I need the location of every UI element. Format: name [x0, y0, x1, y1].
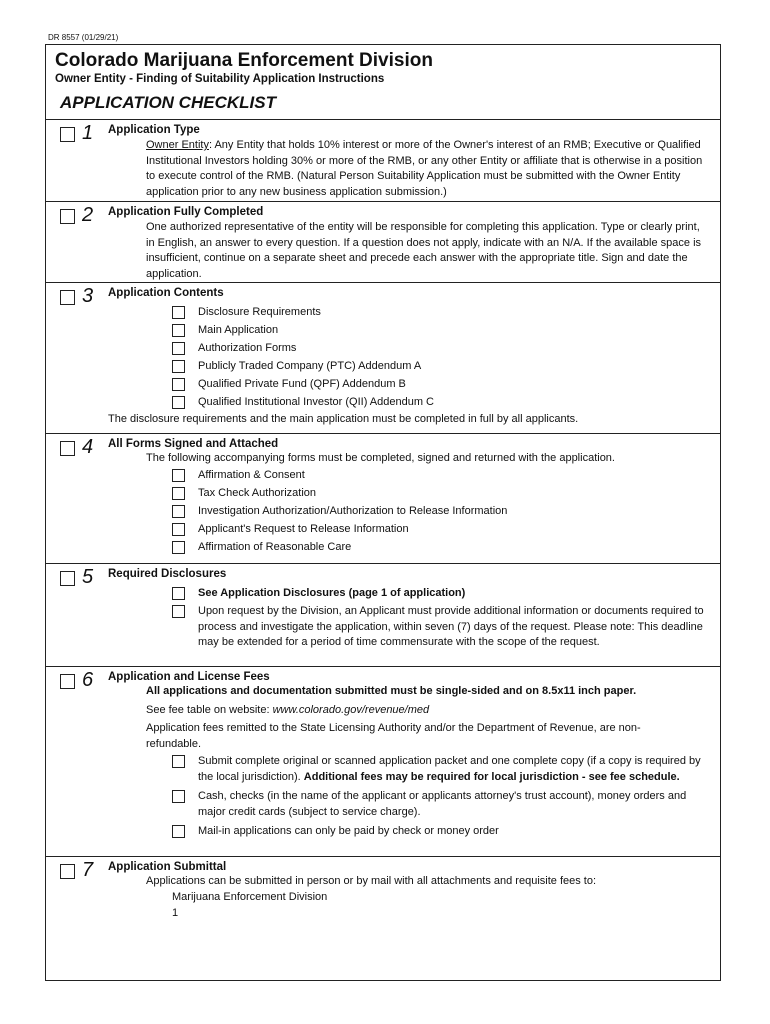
section-6-number: 6	[82, 669, 94, 691]
section-4-items	[172, 468, 716, 558]
list-item: See Application Disclosures (page 1 of application)	[172, 586, 716, 602]
section-6-title: Application and License Fees	[108, 671, 270, 683]
section-4	[46, 434, 720, 564]
list-item: Publicly Traded Company (PTC) Addendum A	[172, 359, 716, 375]
section-7-number: 7	[82, 859, 94, 881]
list-item: Cash, checks (in the name of the applicant or applicants attorney's trust account), money orders and major credit cards (subject to service charge).	[172, 789, 716, 820]
section-7-title: Application Submittal	[108, 861, 227, 873]
section-7-checkbox[interactable]	[60, 864, 75, 879]
owner-entity-term: Owner Entity	[146, 139, 209, 151]
section-4-number: 4	[82, 436, 94, 458]
section-1-title: Application Type	[108, 124, 200, 136]
list-item: Mail-in applications can only be paid by check or money order	[172, 824, 716, 840]
section-6-items	[172, 754, 716, 842]
page-subtitle: Owner Entity - Finding of Suitability Application Instructions	[55, 73, 385, 85]
item-checkbox[interactable]	[172, 396, 185, 409]
section-3-number: 3	[82, 285, 94, 307]
section-5	[46, 564, 720, 667]
item-checkbox[interactable]	[172, 587, 185, 600]
item-checkbox[interactable]	[172, 605, 185, 618]
checklist-heading: APPLICATION CHECKLIST	[60, 93, 276, 112]
list-item: Qualified Private Fund (QPF) Addendum B	[172, 377, 716, 393]
section-6	[46, 667, 720, 857]
section-5-title: Required Disclosures	[108, 568, 227, 580]
list-item: Main Application	[172, 323, 716, 339]
section-1-text	[146, 138, 708, 200]
item-checkbox[interactable]	[172, 342, 185, 355]
section-7	[46, 857, 720, 981]
item-checkbox[interactable]	[172, 360, 185, 373]
list-item: Disclosure Requirements	[172, 305, 716, 321]
item-checkbox[interactable]	[172, 505, 185, 518]
list-item: Applicant's Request to Release Information	[172, 522, 716, 538]
item-checkbox[interactable]	[172, 306, 185, 319]
list-item: Affirmation & Consent	[172, 468, 716, 484]
form-header	[46, 45, 720, 120]
item-checkbox[interactable]	[172, 790, 185, 803]
item-checkbox[interactable]	[172, 378, 185, 391]
section-2-text: One authorized representative of the entity will be responsible for completing this application. Type or clearly print, in English, an answer to every question. If a question does not apply, indicate with an N/A. If the available space is insufficient, continue on a separate sheet and precede each answer with the appropriate title. Sign and date the application.	[146, 221, 702, 280]
section-4-text: The following accompanying forms must be completed, signed and returned with the application.	[146, 452, 615, 464]
list-item: Submit complete original or scanned application packet and one complete copy (if a copy is required by the local jurisdiction). Additional fees may be required for local jurisdiction - see fee schedule.	[172, 754, 716, 785]
section-3-checkbox[interactable]	[60, 290, 75, 305]
item-checkbox[interactable]	[172, 487, 185, 500]
section-2-checkbox[interactable]	[60, 209, 75, 224]
section-7-text: Applications can be submitted in person or by mail with all attachments and requisite fees to:	[146, 875, 597, 887]
list-item: Authorization Forms	[172, 341, 716, 357]
form-code: DR 8557 (01/29/21)	[48, 33, 119, 42]
section-6-checkbox[interactable]	[60, 674, 75, 689]
item-checkbox[interactable]	[172, 825, 185, 838]
checklist-form	[45, 44, 721, 981]
list-item: Affirmation of Reasonable Care	[172, 540, 716, 556]
section-1-checkbox[interactable]	[60, 127, 75, 142]
item-checkbox[interactable]	[172, 324, 185, 337]
section-3-items	[172, 305, 716, 413]
section-2-title: Application Fully Completed	[108, 206, 264, 218]
fee-website-link[interactable]: www.colorado.gov/revenue/med	[272, 704, 430, 716]
section-6-website-line: See fee table on website: www.colorado.gov/revenue/med	[146, 704, 430, 716]
list-item: Investigation Authorization/Authorization to Release Information	[172, 504, 716, 520]
section-1-body: : Any Entity that holds 10% interest or more of the Owner's interest of an RMB; Executive or Qualified Institutional Investors holding 30% or more of the RMB, or any other Entity or affiliate that is otherwise in a position to execute control of the RMB. (Natural Person Suitability Application must be submitted with the Owner Entity application prior to any new business application submission.)	[146, 139, 703, 198]
section-5-items	[172, 586, 716, 653]
section-6-paper-requirement: All applications and documentation submitted must be single-sided and on 8.5x11 inch paper.	[146, 685, 637, 697]
section-4-checkbox[interactable]	[60, 441, 75, 456]
section-1	[46, 120, 720, 202]
section-3	[46, 283, 720, 434]
submittal-address-line-1: Marijuana Enforcement Division	[172, 891, 328, 903]
section-4-title: All Forms Signed and Attached	[108, 438, 279, 450]
list-item: Tax Check Authorization	[172, 486, 716, 502]
item-checkbox[interactable]	[172, 469, 185, 482]
section-3-title: Application Contents	[108, 287, 224, 299]
section-2	[46, 202, 720, 283]
list-item: Qualified Institutional Investor (QII) Addendum C	[172, 395, 716, 411]
section-3-note: The disclosure requirements and the main application must be completed in full by all applicants.	[108, 413, 579, 425]
item-checkbox[interactable]	[172, 755, 185, 768]
list-item: Upon request by the Division, an Applicant must provide additional information or documents required to process and investigate the application, within seven (7) days of the request. Please note: This deadline may be extended for a period of time commensurate with the scope of the request.	[172, 604, 716, 651]
item-checkbox[interactable]	[172, 541, 185, 554]
submittal-address-line-2: 1	[172, 907, 179, 919]
item-checkbox[interactable]	[172, 523, 185, 536]
page-title: Colorado Marijuana Enforcement Division	[55, 50, 433, 71]
section-6-fee-note: Application fees remitted to the State Licensing Authority and/or the Department of Revenue, are non-refundable.	[146, 722, 641, 750]
section-5-checkbox[interactable]	[60, 571, 75, 586]
section-5-number: 5	[82, 566, 94, 588]
section-2-number: 2	[82, 204, 94, 226]
section-1-number: 1	[82, 122, 94, 144]
